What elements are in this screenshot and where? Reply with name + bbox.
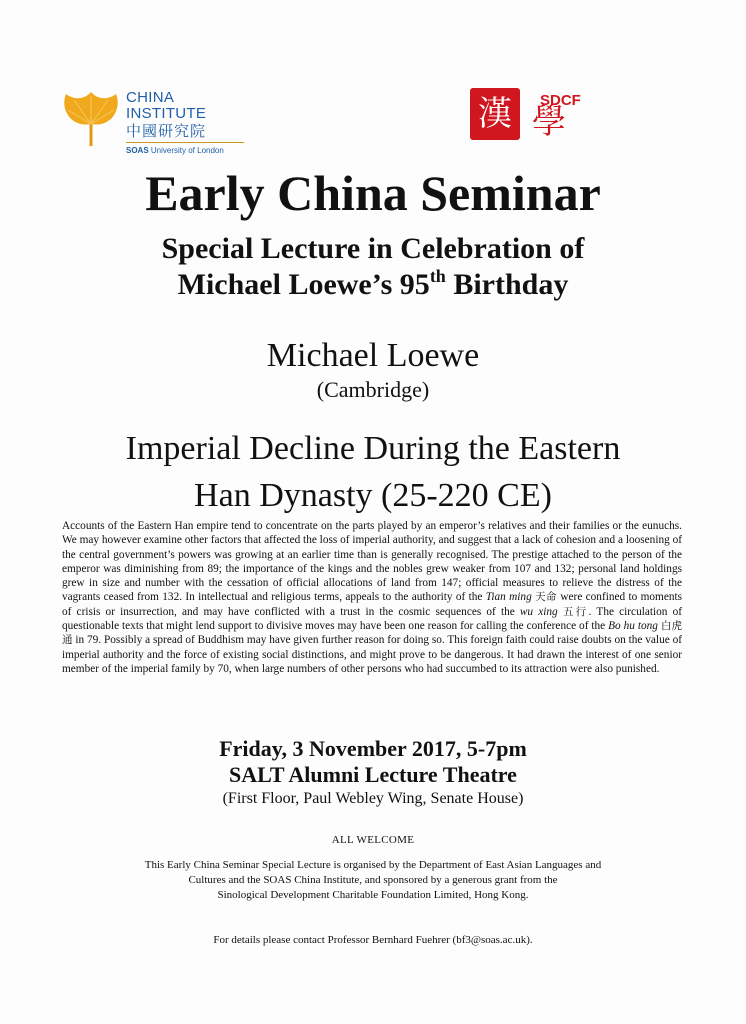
topic-line1: Imperial Decline During the Eastern [125,430,621,467]
ci-line1: CHINA [126,89,175,106]
ci-soas-line [126,146,244,155]
term-wu-xing-cn: 五行 [562,605,589,618]
ci-line2: INSTITUTE [126,105,207,122]
soas-rest: University of London [148,146,224,155]
topic-line2: Han Dynasty (25-220 CE) [194,477,552,514]
china-institute-wordmark [126,90,244,155]
ci-divider [126,142,244,143]
term-bo-hu-tong-cn: 白虎通 [62,620,682,647]
event-datetime: Friday, 3 November 2017, 5-7pm [219,736,527,761]
organiser-note [0,858,746,903]
soas-bold: SOAS [126,146,149,155]
ginkgo-leaf-icon [60,88,122,150]
china-institute-logo [60,86,260,158]
abstract-part2: were confined to moments of crisis or insurrection, and may have conflicted with a trust in the cosmic sequences of the [62,591,683,618]
organiser-line1: This Early China Seminar Special Lecture is organised by the Department of East Asian Languages and [144,859,602,871]
abstract-paragraph [62,519,682,676]
ci-chinese-name: 中國研究院 [126,122,207,140]
abstract-part4: in 79. Possibly a spread of Buddhism may have given further reason for doing so. This foreign faith could raise doubts on the value of imperial authority and the force of existing social distinctions, and might prove to be dangerous. It had drawn the interest of one senior member of the imperial family by 70, when large numbers of other persons who had succumbed to its attraction were also punished. [62,634,683,675]
abstract-part1: Accounts of the Eastern Han empire tend to concentrate on the parts played by an emperor’s relatives and their families or the eunuchs. We may however examine other factors that affected the loss of imperial authority, and suggest that a lack of cohesion and a loosening of the central government’s powers was growing at an earlier time than is generally recognised. The prestige attached to the person of the emperor was diminishing from 89; the importance of the kings and the nobles grew weaker from 107 and 132; personal land holdings grew in size and number with the cessation of official allocations of land from 147; official measures to relieve the distress of the vagrants ceased from 132. In intellectual and religious terms, appeals to the authority of the [62,520,682,604]
subtitle [0,231,746,303]
sdcf-label: SDCF [540,92,581,109]
lecture-topic [0,425,746,519]
contact-details: For details please contact Professor Bernhard Fuehrer (bf3@soas.ac.uk). [213,934,533,946]
sdcf-logo [470,88,600,148]
organiser-line2: Cultures and the SOAS China Institute, and sponsored by a generous grant from the [188,874,558,886]
abstract-part3: . The circulation of questionable texts that might lend support to divisive moves may have been one reason for calling the conference of the [62,605,682,633]
event-venue-detail: (First Floor, Paul Webley Wing, Senate House) [222,790,524,807]
term-tian-ming-cn: 天命 [535,591,558,604]
organiser-line3: Sinological Development Charitable Foundation Limited, Hong Kong. [217,889,529,901]
subtitle-line2 [0,267,746,303]
event-venue: SALT Alumni Lecture Theatre [229,762,517,787]
subtitle-line1: Special Lecture in Celebration of [161,232,585,265]
term-wu-xing: wu xing [519,605,558,618]
page-title: Early China Seminar [145,165,601,221]
subtitle-superscript: th [429,266,446,286]
speaker-affiliation: (Cambridge) [316,377,430,402]
speaker-name: Michael Loewe [266,337,480,374]
term-tian-ming: Tian ming [485,591,532,604]
subtitle-line2-prefix: Michael Loewe’s 95 [177,268,430,301]
subtitle-line2-suffix: Birthday [445,268,569,301]
seal-stamp: 漢 [470,88,520,140]
term-bo-hu-tong: Bo hu tong [608,620,658,633]
all-welcome: ALL WELCOME [331,834,415,846]
sdcf-calligraphy: 學 [532,102,566,142]
